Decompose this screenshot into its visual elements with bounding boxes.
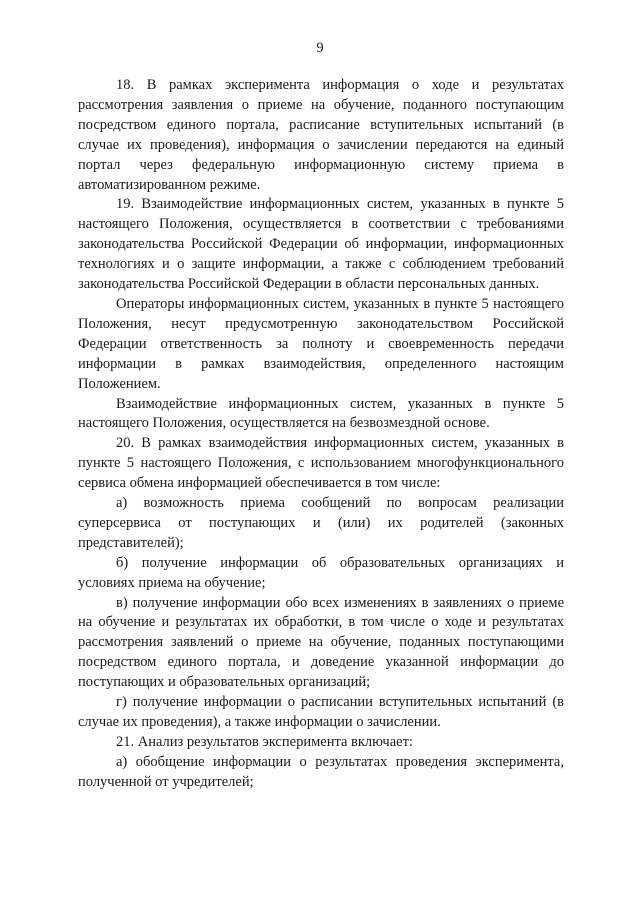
list-item-20-b: б) получение информации об образовательных организациях и условиях приема на обучение; (78, 554, 564, 591)
paragraph-19: 19. Взаимодействие информационных систем, указанных в пункте 5 настоящего Положения, осуществляется в соответствии с требованиями законодательства Российской Федерации об информации, информационных технологиях и о защите информации, а также с соблюдением требований законодательства Российской Федерации в области персональных данных. (78, 196, 564, 293)
paragraph-21: 21. Анализ результатов эксперимента включает: (116, 733, 413, 750)
list-item-20-a: а) возможность приема сообщений по вопросам реализации суперсервиса от поступающих и (или) их родителей (законных представителей); (78, 495, 564, 551)
paragraph-free-interaction: Взаимодействие информационных систем, указанных в пункте 5 настоящего Положения, осуществляется на безвозмездной основе. (78, 395, 564, 432)
list-item-21-a: а) обобщение информации о результатах проведения эксперимента, полученной от учредителей; (78, 753, 564, 790)
list-item-20-v: в) получение информации обо всех изменениях в заявлениях о приеме на обучение и результатах их обработки, в том числе о ходе и результатах рассмотрения заявлений о приеме на обучение, поданных поступающими посредством единого портала, и доведение указанной информации до поступающих и образовательных организаций; (78, 594, 564, 691)
document-body (78, 76, 564, 793)
paragraph-18: 18. В рамках эксперимента информация о ходе и результатах рассмотрения заявления о приеме на обучение, поданного поступающим посредством единого портала, расписание вступительных испытаний (в случае их проведения), информация о зачислении передаются на единый портал через федеральную информационную систему приема в автоматизированном режиме. (78, 77, 564, 193)
paragraph-20: 20. В рамках взаимодействия информационных систем, указанных в пункте 5 настоящего Положения, с использованием многофункционального сервиса обмена информацией обеспечивается в том числе: (78, 435, 564, 492)
list-item-20-g: г) получение информации о расписании вступительных испытаний (в случае их проведения), а также информации о зачислении. (78, 694, 564, 730)
page-number: 9 (316, 40, 324, 56)
paragraph-operators-responsibility: Операторы информационных систем, указанных в пункте 5 настоящего Положения, несут предусмотренную законодательством Российской Федерации ответственность за полноту и своевременность передачи информации в рамках взаимодействия, определенного настоящим Положением. (78, 295, 564, 392)
